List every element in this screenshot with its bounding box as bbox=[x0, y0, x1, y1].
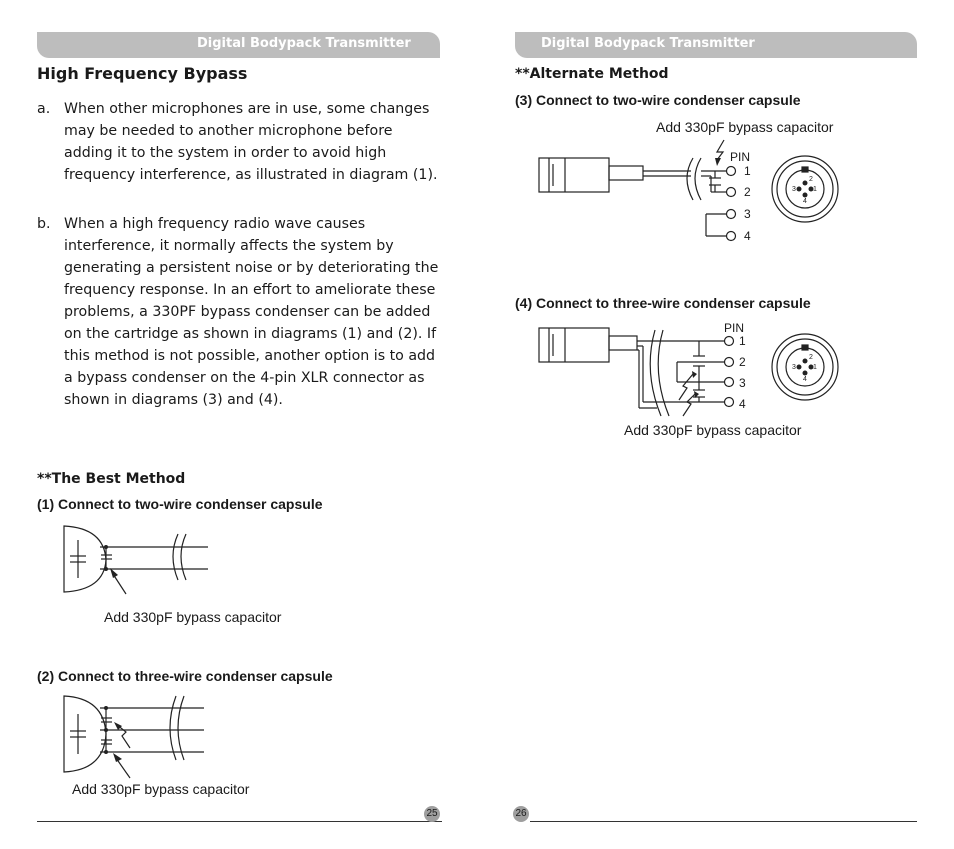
capsule-shape bbox=[64, 696, 106, 772]
diagram-4-pin-label: PIN bbox=[724, 321, 745, 335]
diagram-3-pin-3: 3 bbox=[744, 207, 751, 221]
xlr3-pin-label-2: 2 bbox=[809, 176, 813, 183]
capsule-shape bbox=[64, 526, 106, 592]
paragraph-a-letter: a. bbox=[37, 101, 51, 117]
paragraph-b-text: When a high frequency radio wave causes interference, it normally affects the system by generating a persistent noise or by deteriorating the frequency response. In an effort to ameliorate these problems, a 330PF bypass condenser can be added on the cartridge as shown in diagrams (1) and (2). If this method is not possible, another option is to add a bypass condenser on the 4-pin XLR connector as shown in diagrams (3) and (4). bbox=[64, 216, 439, 408]
diagram-1-caption: Add 330pF bypass capacitor bbox=[104, 609, 282, 625]
xlr-face-diagram-4 bbox=[769, 331, 841, 403]
xlr4-pin-label-3: 3 bbox=[792, 364, 796, 371]
diagram-3-heading: (3) Connect to two-wire condenser capsule bbox=[515, 92, 801, 108]
diagram-4-heading: (4) Connect to three-wire condenser capsule bbox=[515, 295, 811, 311]
diagram-4-pin-3: 3 bbox=[739, 376, 746, 390]
right-page-header: Digital Bodypack Transmitter bbox=[515, 32, 917, 58]
xlr3-pin-label-3: 3 bbox=[792, 186, 796, 193]
diagram-1-two-wire-capsule bbox=[60, 520, 220, 600]
xlr-face-diagram-3 bbox=[769, 153, 841, 225]
diagram-4-pin-2: 2 bbox=[739, 355, 746, 369]
paragraph-b-letter: b. bbox=[37, 216, 51, 232]
xlr4-pin-label-4: 4 bbox=[803, 376, 807, 383]
alternate-method-heading: **Alternate Method bbox=[515, 66, 669, 82]
xlr3-pin-label-1: 1 bbox=[813, 186, 817, 193]
diagram-1-heading: (1) Connect to two-wire condenser capsule bbox=[37, 496, 323, 512]
left-page-header: Digital Bodypack Transmitter bbox=[37, 32, 440, 58]
xlr3-pin-label-4: 4 bbox=[803, 198, 807, 205]
xlr4-pin-label-1: 1 bbox=[813, 364, 817, 371]
right-footer-line bbox=[530, 821, 917, 822]
diagram-4-caption: Add 330pF bypass capacitor bbox=[624, 422, 802, 438]
diagram-3-pin-label: PIN bbox=[730, 150, 751, 164]
arrow-head bbox=[113, 753, 122, 762]
paragraph-b bbox=[37, 213, 442, 411]
left-footer-line bbox=[37, 821, 442, 822]
xlr4-pin-label-2: 2 bbox=[809, 354, 813, 361]
diagram-2-caption: Add 330pF bypass capacitor bbox=[72, 781, 250, 797]
diagram-2-three-wire-capsule bbox=[60, 692, 220, 787]
right-page-number: 26 bbox=[513, 806, 529, 822]
left-page-number: 25 bbox=[424, 806, 440, 822]
diagram-2-heading: (2) Connect to three-wire condenser capsule bbox=[37, 668, 333, 684]
diagram-3-pin-2: 2 bbox=[744, 185, 751, 199]
section-title: High Frequency Bypass bbox=[37, 64, 248, 83]
diagram-3-pin-1: 1 bbox=[744, 164, 751, 178]
diagram-4-xlr-three-wire bbox=[537, 322, 752, 422]
best-method-heading: **The Best Method bbox=[37, 471, 186, 487]
diagram-4-pin-4: 4 bbox=[739, 397, 746, 411]
diagram-3-pin-4: 4 bbox=[744, 229, 751, 243]
diagram-3-caption: Add 330pF bypass capacitor bbox=[656, 119, 834, 135]
paragraph-a bbox=[37, 98, 442, 186]
diagram-3-xlr-two-wire bbox=[537, 136, 752, 246]
paragraph-a-text: When other microphones are in use, some changes may be needed to another microphone before adding it to the system in order to avoid high frequency interference, as illustrated in diagram (1). bbox=[64, 101, 438, 183]
arrow-head bbox=[715, 158, 721, 166]
diagram-4-pin-1: 1 bbox=[739, 334, 746, 348]
